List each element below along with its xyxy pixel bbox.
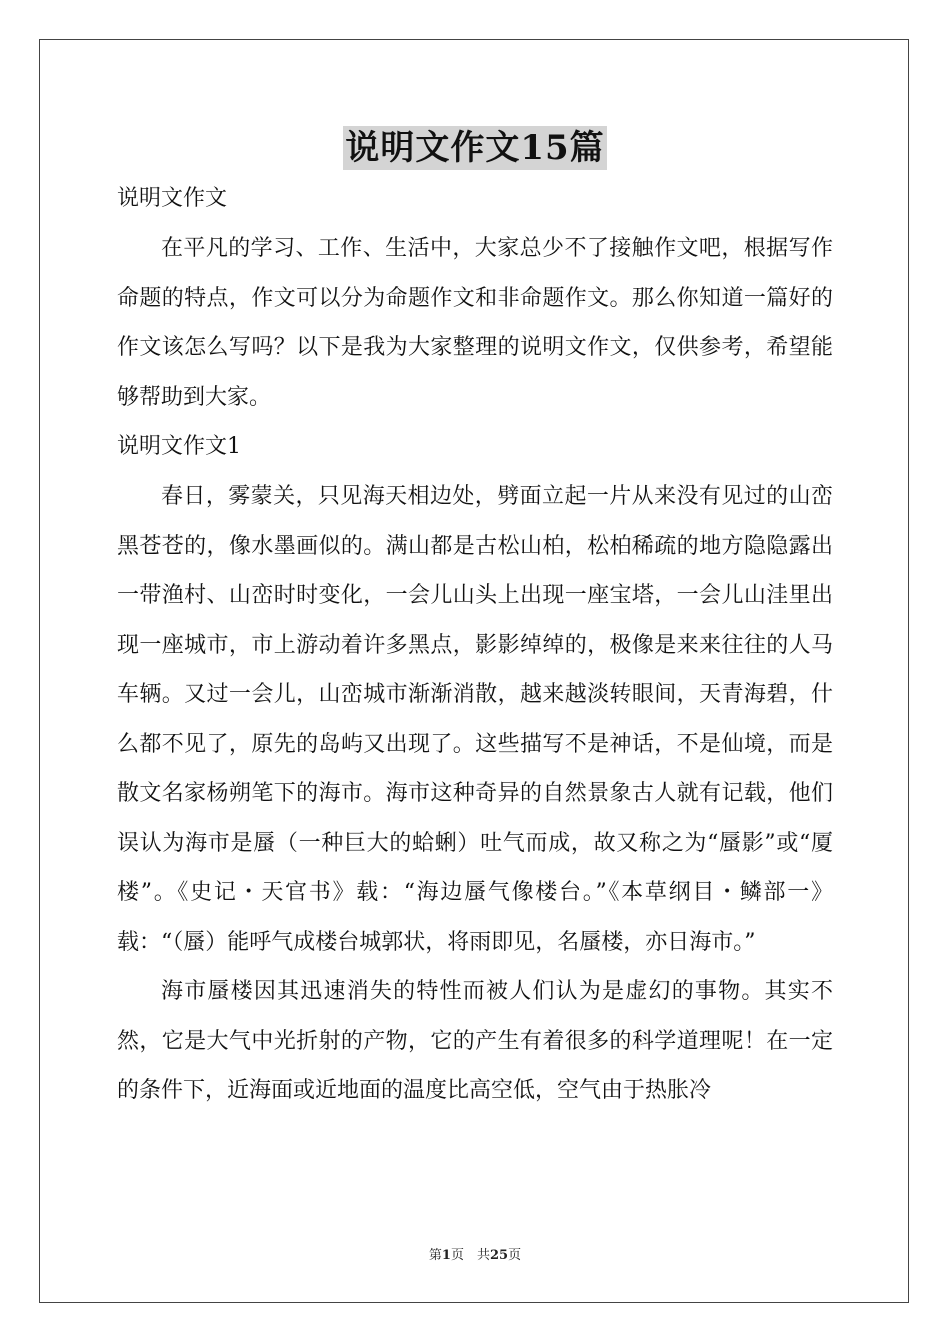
page-footer <box>0 1244 950 1263</box>
section1-paragraph-2: 海市蜃楼因其迅速消失的特性而被人们认为是虚幻的事物。其实不然，它是大气中光折射的产物，它的产生有着很多的科学道理呢！在一定的条件下，近海面或近地面的温度比高空低，空气由于热胀冷 <box>117 979 833 1103</box>
footer-current-page: 1 <box>441 1248 451 1263</box>
footer-suffix: 页 <box>508 1248 522 1263</box>
title-container <box>0 126 950 170</box>
document-title: 说明文作文15篇 <box>345 128 605 168</box>
intro-paragraph: 在平凡的学习、工作、生活中，大家总少不了接触作文吧，根据写作命题的特点，作文可以分为命题作文和非命题作文。那么你知道一篇好的作文该怎么写吗？以下是我为大家整理的说明文作文，仅供参考，希望能够帮助到大家。 <box>117 236 833 410</box>
intro-heading: 说明文作文 <box>117 186 228 211</box>
section1-paragraph-1: 春日，雾蒙关，只见海天相边处，劈面立起一片从来没有见过的山峦黑苍苍的，像水墨画似的。满山都是古松山柏，松柏稀疏的地方隐隐露出一带渔村、山峦时时变化，一会儿山头上出现一座宝塔，一会儿山洼里出现一座城市，市上游动着许多黑点，影影绰绰的，极像是来来往往的人马车辆。又过一会儿，山峦城市渐渐消散，越来越淡转眼间，天青海碧，什么都不见了，原先的岛屿又出现了。这些描写不是神话，不是仙境，而是散文名家杨朔笔下的海市。海市这种奇异的自然景象古人就有记载，他们误认为海市是蜃（一种巨大的蛤蜊）吐气而成，故又称之为“蜃影”或“厦楼”。《史记・天官书》载：“海边蜃气像楼台。”《本草纲目・鳞部一》载：“（蜃）能呼气成楼台城郭状，将雨即见，名蜃楼，亦日海市。” <box>117 484 833 955</box>
section1-heading: 说明文作文1 <box>117 434 241 459</box>
document-body <box>117 174 833 1116</box>
footer-mid: 页 共 <box>450 1248 490 1263</box>
footer-total-pages: 25 <box>489 1248 509 1263</box>
footer-prefix: 第 <box>428 1248 442 1263</box>
